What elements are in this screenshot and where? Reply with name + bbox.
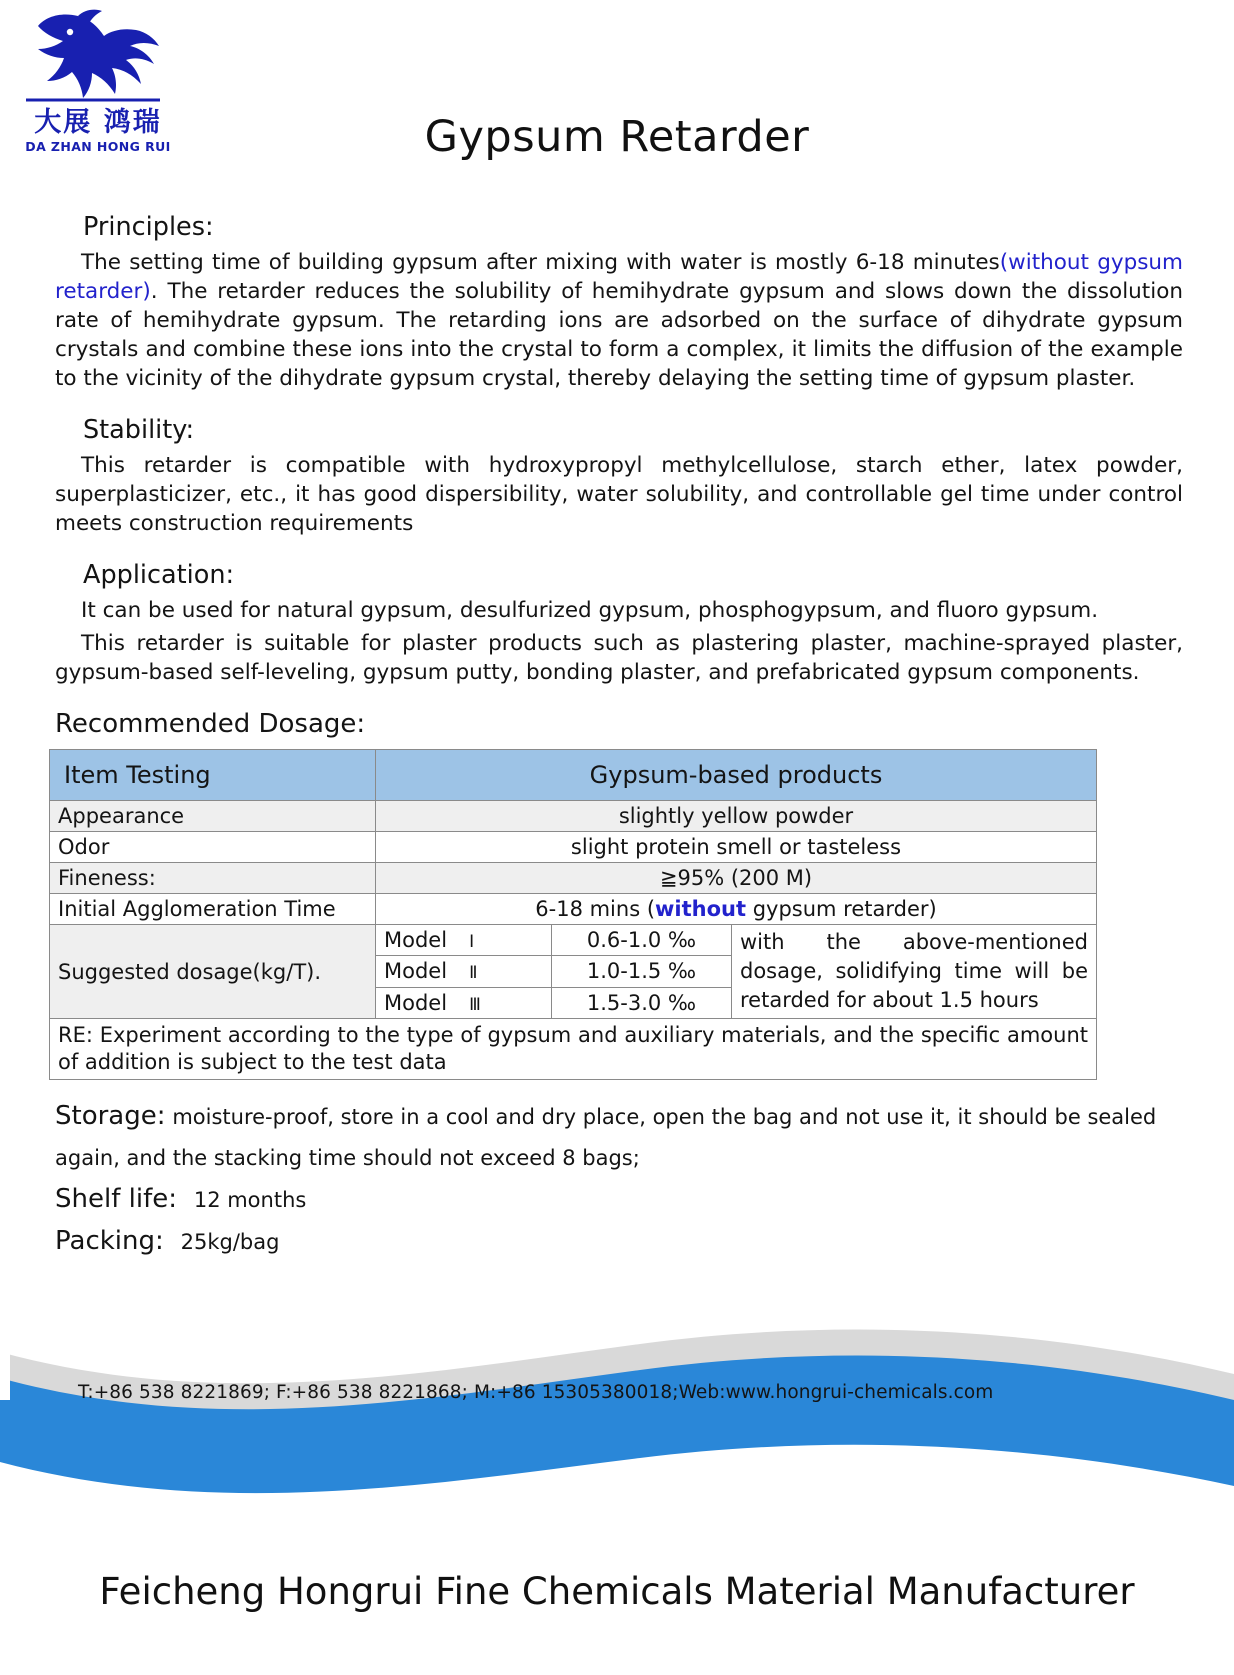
field-value-shelf-life: 12 months [193, 1188, 307, 1212]
agglomeration-pre: 6-18 mins ( [535, 897, 656, 921]
specification-table [49, 749, 1097, 1080]
agglomeration-post: gypsum retarder) [746, 897, 937, 921]
table-row [50, 863, 1097, 894]
model-2-label: Model [384, 959, 448, 984]
table-header-row [50, 750, 1097, 801]
model-1-label: Model [384, 928, 448, 953]
table-row [50, 801, 1097, 832]
model-1-name [376, 925, 552, 956]
principles-paragraph [55, 248, 1183, 393]
model-2-value: 1.0-1.5 ‰ [552, 956, 732, 987]
model-3-roman: Ⅲ [469, 994, 481, 1015]
field-key-packing: Packing: [55, 1226, 164, 1256]
footer-company-name: Feicheng Hongrui Fine Chemicals Material Manufacturer [99, 1570, 1135, 1613]
table-remark-row [50, 1019, 1097, 1080]
eagle-logo-icon [18, 8, 168, 113]
row-label-appearance: Appearance [50, 801, 376, 832]
row-label-odor: Odor [50, 832, 376, 863]
field-key-storage: Storage: [55, 1101, 166, 1131]
section-heading-principles: Principles: [83, 212, 214, 242]
application-paragraph-1: It can be used for natural gypsum, desulfurized gypsum, phosphogypsum, and fluoro gypsum. [81, 598, 1099, 623]
field-packing [55, 1221, 1183, 1263]
page-title: Gypsum Retarder [424, 112, 810, 162]
model-1-value: 0.6-1.0 ‰ [552, 925, 732, 956]
agglomeration-bold: without [655, 897, 747, 921]
document-body [55, 212, 1183, 1263]
field-value-storage: moisture-proof, store in a cool and dry place, open the bag and not use it, it should be sealed again, and the stacking time should not exceed 8 bags; [55, 1105, 1157, 1170]
row-label-suggested-dosage: Suggested dosage(kg/T). [50, 925, 376, 1019]
principles-run-1: The setting time of building gypsum after mixing with water is mostly 6-18 minutes [81, 250, 1000, 275]
section-heading-application: Application: [83, 560, 235, 590]
principles-run-3: . The retarder reduces the solubility of hemihydrate gypsum and slows down the dissolution rate of hemihydrate gypsum. The retarding ions are adsorbed on the surface of dihydrate gypsum crystals and combine these ions into the crystal to form a complex, it limits the diffusion of the example to the vicinity of the dihydrate gypsum crystal, thereby delaying the setting time of gypsum plaster. [55, 279, 1183, 391]
table-remark: RE: Experiment according to the type of gypsum and auxiliary materials, and the specific amount of addition is subject to the test data [50, 1019, 1097, 1080]
application-paragraph-2: This retarder is suitable for plaster products such as plastering plaster, machine-sprayed plaster, gypsum-based self-leveling, gypsum putty, bonding plaster, and prefabricated gypsum components. [55, 631, 1183, 685]
principles-run-2: (without gypsum retarder) [55, 250, 1183, 304]
logo-chinese-name: 大展 鸿瑞 [34, 107, 162, 138]
model-3-name [376, 987, 552, 1018]
eagle-icon [18, 8, 168, 113]
bottom-fields [55, 1096, 1183, 1263]
row-value-appearance: slightly yellow powder [376, 801, 1097, 832]
table-row [50, 894, 1097, 925]
row-label-fineness: Fineness: [50, 863, 376, 894]
field-value-packing: 25kg/bag [180, 1230, 280, 1254]
field-key-shelf-life: Shelf life: [55, 1184, 177, 1214]
section-heading-dosage: Recommended Dosage: [55, 709, 366, 739]
row-value-odor: slight protein smell or tasteless [376, 832, 1097, 863]
table-row [50, 832, 1097, 863]
row-label-initial-agglomeration: Initial Agglomeration Time [50, 894, 376, 925]
table-header-products: Gypsum-based products [376, 750, 1097, 801]
model-2-name [376, 956, 552, 987]
model-2-roman: Ⅱ [469, 963, 478, 984]
stability-paragraph: This retarder is compatible with hydroxypropyl methylcellulose, starch ether, latex powder, superplasticizer, etc., it has good dispersibility, water solubility, and controllable gel time under control meets construction requirements [55, 453, 1183, 536]
table-header-item: Item Testing [50, 750, 376, 801]
field-shelf-life [55, 1179, 1183, 1221]
row-value-fineness: ≧95% (200 M) [376, 863, 1097, 894]
contact-info: T:+86 538 8221869; F:+86 538 8221868; M:+86 15305380018;Web:www.hongrui-chemicals.com [78, 1382, 994, 1403]
logo-english-name: DA ZHAN HONG RUI [25, 139, 171, 155]
dosage-note: with the above-mentioned dosage, solidifying time will be retarded for about 1.5 hours [732, 925, 1097, 1019]
field-storage [55, 1096, 1183, 1179]
model-3-label: Model [384, 990, 448, 1015]
spacer [55, 397, 1183, 415]
model-3-value: 1.5-3.0 ‰ [552, 987, 732, 1018]
spacer [55, 542, 1183, 560]
row-value-initial-agglomeration [376, 894, 1097, 925]
table-row [50, 925, 1097, 956]
section-heading-stability: Stability: [83, 415, 195, 445]
model-1-roman: Ⅰ [469, 932, 475, 953]
